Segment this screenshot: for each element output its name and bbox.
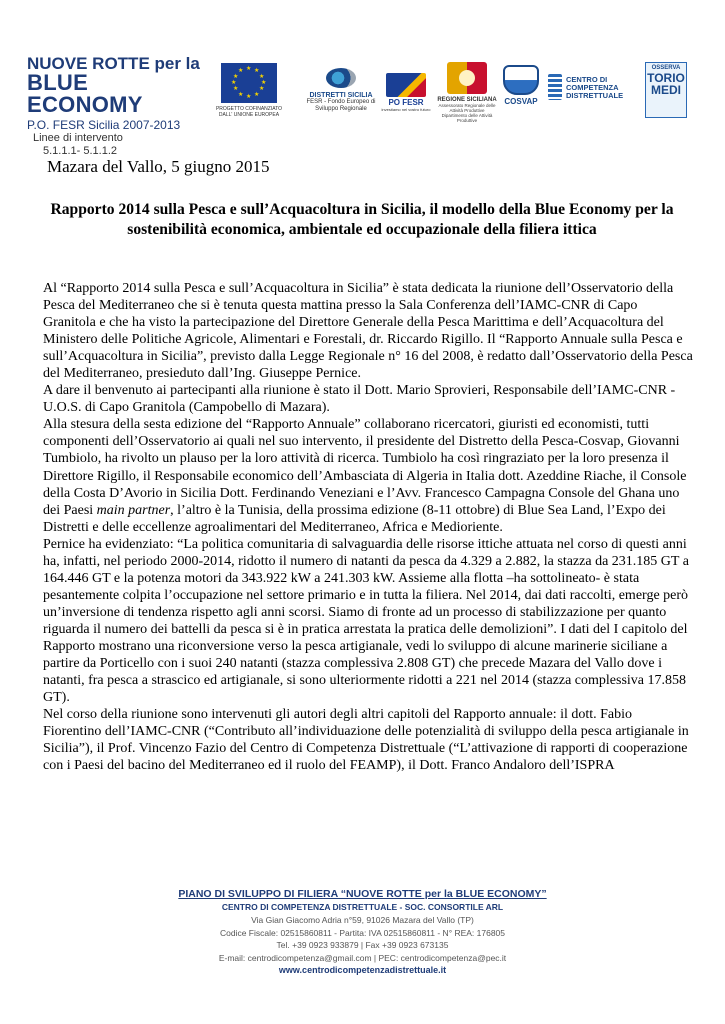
ccd-wave-icon bbox=[548, 74, 562, 100]
document-title: Rapporto 2014 sulla Pesca e sull’Acquacoltura in Sicilia, il modello della Blue Economy per la sostenibilità economica, ambientale ed occupazionale della filiera ittica bbox=[50, 201, 674, 238]
footer-phone: Tel. +39 0923 933879 | Fax +39 0923 673135 bbox=[276, 940, 449, 950]
eu-logo-caption: PROGETTO COFINANZIATO DALL' UNIONE EUROPEA bbox=[215, 106, 283, 118]
footer-company: CENTRO DI COMPETENZA DISTRETTUALE - SOC. CONSORTILE ARL bbox=[221, 902, 504, 912]
project-logo-line2: BLUE ECONOMY bbox=[27, 70, 143, 117]
project-logo-line1: NUOVE ROTTE per la bbox=[27, 54, 200, 73]
project-logo-line3: P.O. FESR Sicilia 2007-2013 bbox=[27, 118, 181, 132]
body-paragraph: A dare il benvenuto ai partecipanti alla riunione è stato il Dott. Mario Sprovieri, Responsabile dell’IAMC-CNR - U.O.S. di Capo Granitola (Campobello di Mazara). bbox=[43, 383, 676, 416]
osservatorio-logo-line2: TORIO bbox=[647, 71, 685, 85]
cosvap-logo bbox=[500, 65, 542, 106]
project-logo-line5: 5.1.1.1- 5.1.1.2 bbox=[43, 145, 117, 157]
document-date: Mazara del Vallo, 5 giugno 2015 bbox=[47, 157, 270, 176]
footer-title: PIANO DI SVILUPPO DI FILIERA “NUOVE ROTTE per la BLUE ECONOMY” bbox=[178, 888, 547, 900]
po-fesr-flag-icon bbox=[386, 73, 426, 97]
body-paragraph bbox=[43, 416, 693, 535]
main-partner-italic: main partner bbox=[96, 502, 171, 518]
document-body bbox=[43, 280, 693, 774]
footer-address: Via Gian Giacomo Adria n°59, 91026 Mazara del Vallo (TP) bbox=[251, 915, 474, 925]
eu-flag-icon: ★ ★ ★ ★ ★ ★ ★ ★ ★ ★ ★ ★ bbox=[221, 63, 277, 103]
centro-competenza-logo bbox=[548, 70, 644, 106]
footer-email[interactable]: E-mail: centrodicompetenza@gmail.com | PEC: centrodicompetenza@pec.it bbox=[218, 952, 507, 963]
distretti-emblem-icon bbox=[326, 68, 356, 88]
project-logo-line4: Linee di intervento bbox=[33, 132, 123, 144]
regione-logo-name: REGIONE SICILIANA bbox=[437, 97, 497, 103]
body-paragraph: Nel corso della riunione sono intervenuti gli autori degli altri capitoli del Rapporto annuale: il dott. Fabio Fiorentino dell’IAMC-CNR (“Contributo all’individuazione delle potenzialità di sviluppo della pesca artigianale in Sicilia”), il Prof. Vincenzo Fazio del Centro di Competenza Distrettuale (“L’attivazione di rapporti di cooperazione con i Paesi del bacino del Mediterraneo ed il ruolo del FEAMP), il Dott. Franco Andaloro dell’ISPRA bbox=[43, 707, 689, 774]
ccd-logo-line2: COMPETENZA bbox=[566, 83, 619, 92]
distretti-logo-caption: FESR - Fondo Europeo di Sviluppo Regionale bbox=[306, 99, 376, 112]
regione-logo-caption: Assessorato Regionale delle Attività Produttive Dipartimento delle Attività Produttive bbox=[438, 103, 496, 123]
cosvap-logo-name: COSVAP bbox=[504, 97, 538, 106]
po-fesr-logo bbox=[377, 73, 435, 112]
po-fesr-logo-caption: investiamo nel vostro futuro bbox=[381, 107, 431, 112]
footer-website-link[interactable]: www.centrodicompetenzadistrettuale.it bbox=[278, 965, 447, 975]
po-fesr-logo-name: PO FESR bbox=[388, 98, 424, 107]
body-paragraph-text: , l’altro è la Tunisia, della prossima edizione (8-11 ottobre) di Blue Sea Land, l’Expo dei Distretti e delle eccellenze agroalimentari del Mediterraneo, Africa e Medioriente. bbox=[43, 502, 666, 535]
osservatorio-logo-line1: OSSERVA bbox=[651, 65, 681, 71]
letterhead-footer bbox=[120, 887, 605, 977]
ccd-logo-line1: CENTRO DI bbox=[566, 75, 608, 84]
body-paragraph: Pernice ha evidenziato: “La politica comunitaria di salvaguardia delle risorse ittiche attuata nel corso di questi anni ha, infatti, nel periodo 2000-2014, ridotto il numero di natanti da pesca da 4.329 a 2.882, la stazza da 231.185 GT a 164.446 GT e la potenza motori da 343.922 kW a 241.303 kW. Assieme alla flotta –ha sottolineato- è stata pesantemente colpita l’occupazione nel settore primario e in tutta la filiera. Nel 2014, dai dati raccolti, emerge però un’inversione di tendenza rispetto agli anni scorsi. Siamo di fronte ad un processo di stabilizzazione per quanto riguarda il numero dei battelli da pesca si è in pratica arrestata la pratica delle demolizioni”. I dati del I capitolo del Rapporto mostrano una riconversione verso la pesca artigianale, vedi lo sviluppo di alcune marinerie siciliane a partire da Porticello con i suoi 240 natanti (stazza complessiva 2.808 GT) che precede Mazara del Vallo dove i natanti, fra pesca a strascico ed artigianale, si sono ulteriormente ridotti a 221 nel 2014 (stazza complessiva 17.858 GT). bbox=[43, 536, 689, 706]
eu-logo bbox=[213, 63, 285, 118]
body-paragraph: Al “Rapporto 2014 sulla Pesca e sull’Acquacoltura in Sicilia” è stata dedicata la riunione dell’Osservatorio della Pesca del Mediterraneo che si è tenuta questa mattina presso la Sala Conferenza dell’IAMC-CNR di Capo Granitola e che ha visto la partecipazione del Direttore Generale della Pesca Marittima e dell’Acquacoltura del Ministero delle Politiche Agricole, Alimentari e Forestali, dr. Riccardo Rigillo. Il “Rapporto Annuale sulla Pesca e sull’Acquacoltura in Sicilia”, previsto dalla Legge Regionale n° 16 del 2008, è redatto dall’Osservatorio della Pesca del Mediterraneo, presieduto dall’Ing. Giuseppe Pernice. bbox=[43, 281, 693, 382]
regione-siciliana-logo bbox=[437, 62, 497, 123]
body-paragraph-text: Alla stesura della sesta edizione del “Rapporto Annuale” collaborano ricercatori, giuristi ed economisti, tutti componenti dell’Osservatorio ai quali nel suo intervento, il presidente del Distretto della Pesca-Cosvap, Giovanni Tumbiolo, ha rivolto un plauso per la loro attività di ricerca. Tumbiolo ha così ringraziato per la loro presenza il Direttore Rigillo, il Responsabile economico dell’Ambasciata di Algeria in Italia dott. Azeddine Riache, il Console della Costa D’Avorio in Sicilia Dott. Ferdinando Veneziani e l’Avv. Francesco Campagna Console del Ghana uno dei Paesi bbox=[43, 417, 687, 518]
distretti-logo-name: DISTRETTI SICILIA bbox=[309, 92, 373, 99]
osservatorio-logo-line3: MEDI bbox=[651, 83, 681, 97]
ccd-logo-line3: DISTRETTUALE bbox=[566, 91, 624, 100]
distretti-sicilia-logo bbox=[300, 68, 382, 113]
trinacria-emblem-icon bbox=[447, 62, 487, 94]
cosvap-shield-icon bbox=[503, 65, 539, 95]
footer-fiscal-info: Codice Fiscale: 02515860811 - Partita: IVA 02515860811 - N° REA: 176805 bbox=[219, 927, 506, 938]
osservatorio-logo bbox=[645, 62, 687, 118]
nuove-rotte-project-logo bbox=[27, 55, 207, 158]
